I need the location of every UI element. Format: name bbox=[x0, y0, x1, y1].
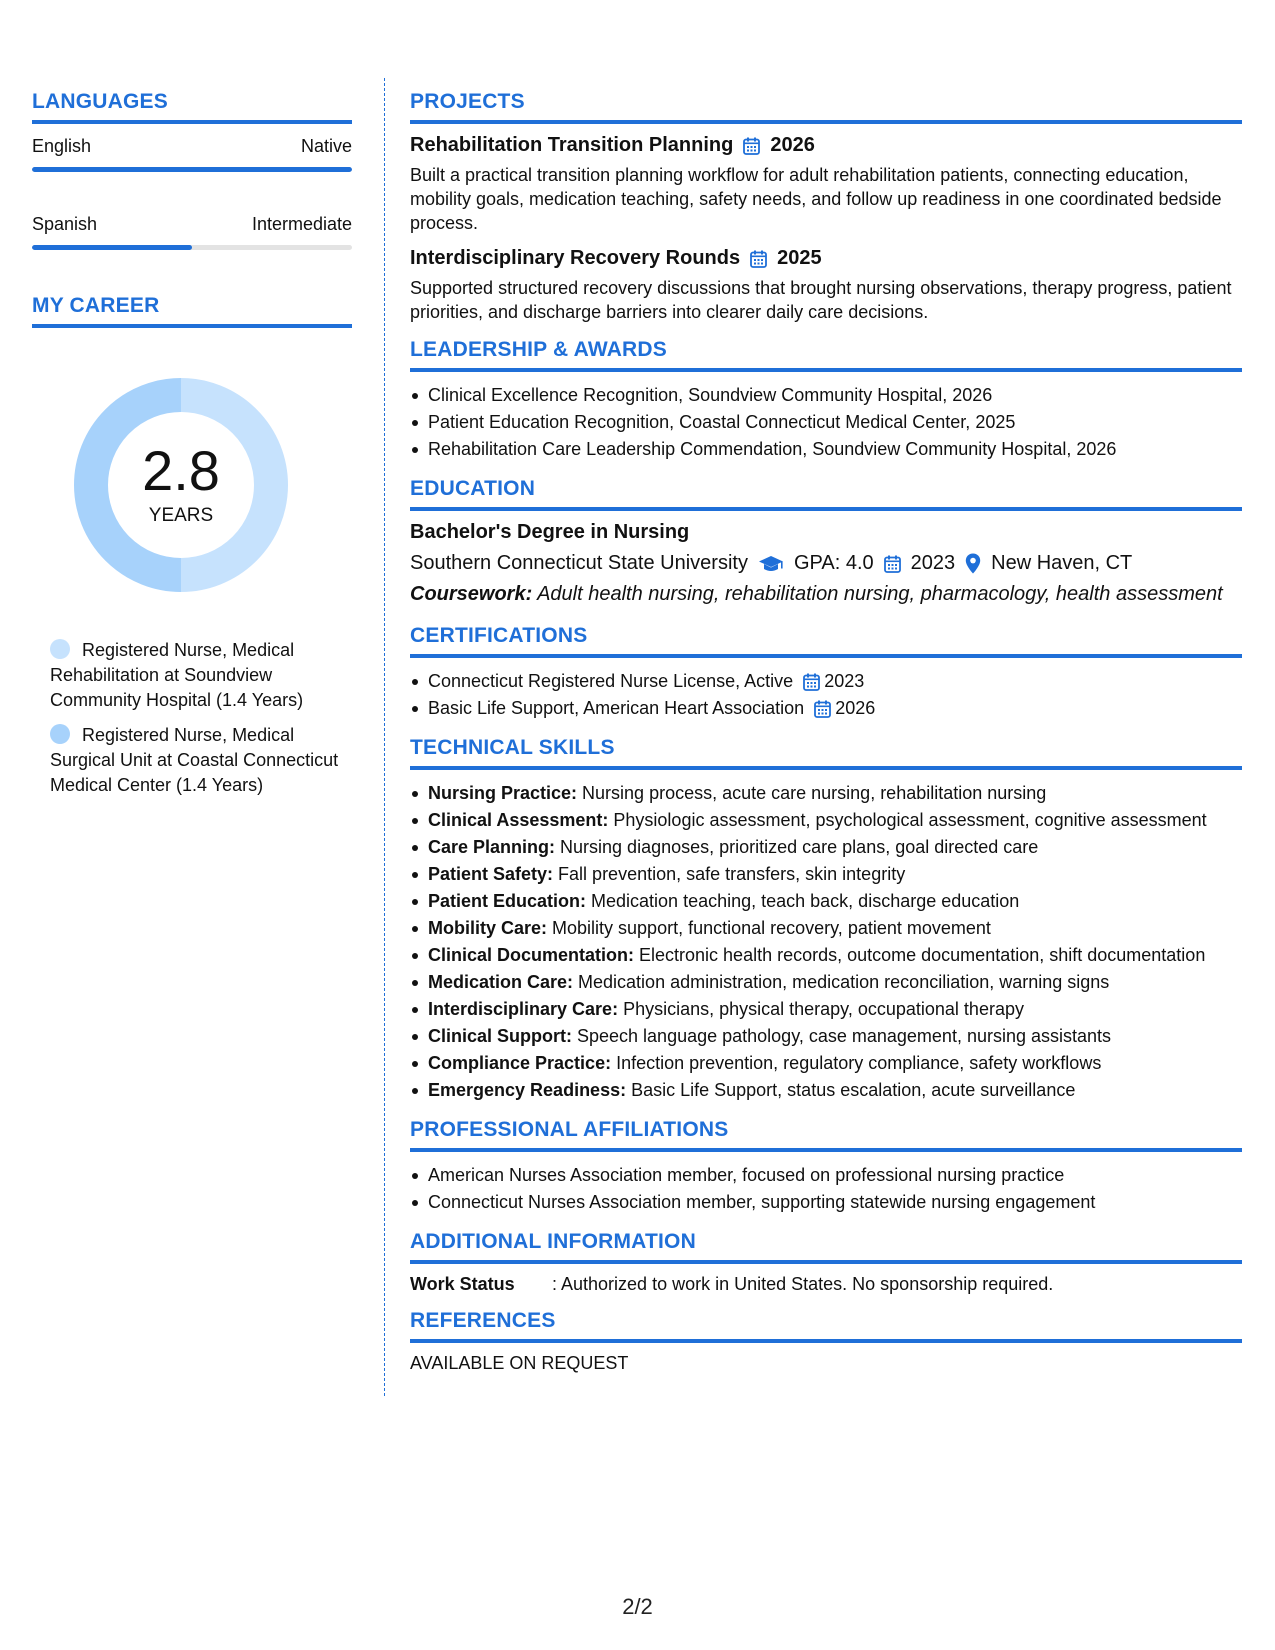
project-item bbox=[410, 134, 1242, 235]
language-proficiency-fill bbox=[32, 167, 352, 172]
education-degree: Bachelor's Degree in Nursing bbox=[410, 521, 690, 543]
list-item: American Nurses Association member, focused on professional nursing practice bbox=[410, 1162, 1242, 1189]
certification-item bbox=[410, 668, 1242, 695]
career-legend bbox=[32, 638, 352, 798]
references-text: AVAILABLE ON REQUEST bbox=[410, 1353, 629, 1373]
affiliations-section bbox=[410, 1118, 1242, 1216]
skill-item bbox=[410, 1023, 1242, 1050]
additional-info-section bbox=[410, 1230, 1242, 1295]
calendar-icon bbox=[750, 250, 767, 268]
location-pin-icon bbox=[965, 553, 981, 574]
skill-item bbox=[410, 1050, 1242, 1077]
legend-label: Registered Nurse, Medical Rehabilitation at Soundview Community Hospital (1.4 Years) bbox=[50, 640, 304, 710]
skill-category: Clinical Support: bbox=[428, 1026, 572, 1046]
certification-year: 2023 bbox=[824, 671, 865, 691]
language-proficiency-fill bbox=[32, 245, 192, 250]
career-legend-item bbox=[50, 638, 340, 713]
skill-values: Medication teaching, teach back, discharge education bbox=[586, 891, 1020, 911]
language-name: Spanish bbox=[32, 214, 98, 234]
education-gpa: GPA: 4.0 bbox=[793, 552, 874, 574]
list-item: Rehabilitation Care Leadership Commendation, Soundview Community Hospital, 2026 bbox=[410, 436, 1242, 463]
certification-year: 2026 bbox=[835, 698, 876, 718]
project-year: 2025 bbox=[777, 247, 822, 269]
graduation-cap-icon bbox=[758, 555, 784, 573]
skills-section bbox=[410, 736, 1242, 1104]
certification-name: Connecticut Registered Nurse License, Active bbox=[428, 671, 794, 691]
career-legend-item bbox=[50, 723, 340, 798]
skill-values: Speech language pathology, case management, nursing assistants bbox=[572, 1026, 1112, 1046]
languages-title: LANGUAGES bbox=[32, 90, 352, 124]
language-proficiency-bar bbox=[32, 167, 352, 172]
skill-category: Compliance Practice: bbox=[428, 1053, 612, 1073]
skill-values: Medication administration, medication reconciliation, warning signs bbox=[573, 972, 1110, 992]
certifications-title: CERTIFICATIONS bbox=[410, 624, 1242, 658]
career-donut-chart bbox=[66, 370, 296, 600]
skill-item bbox=[410, 942, 1242, 969]
right-column bbox=[410, 90, 1242, 1388]
skill-item bbox=[410, 969, 1242, 996]
skill-item bbox=[410, 915, 1242, 942]
skills-title: TECHNICAL SKILLS bbox=[410, 736, 1242, 770]
calendar-icon bbox=[814, 700, 831, 718]
skill-item bbox=[410, 834, 1242, 861]
language-level: Native bbox=[300, 136, 352, 156]
skill-item bbox=[410, 780, 1242, 807]
career-section bbox=[32, 294, 352, 798]
career-title: MY CAREER bbox=[32, 294, 352, 328]
left-column bbox=[32, 90, 352, 808]
certifications-section bbox=[410, 624, 1242, 722]
project-description: Built a practical transition planning workflow for adult rehabilitation patients, connecting education, mobility goals, medication teaching, safety needs, and follow up readiness in one coordinated bedside process. bbox=[410, 165, 1222, 233]
page-number: 2/2 bbox=[622, 1594, 653, 1619]
language-name: English bbox=[32, 136, 92, 156]
skill-values: Electronic health records, outcome documentation, shift documentation bbox=[634, 945, 1206, 965]
skill-category: Clinical Documentation: bbox=[428, 945, 635, 965]
skill-values: Physiologic assessment, psychological assessment, cognitive assessment bbox=[608, 810, 1207, 830]
certification-item bbox=[410, 695, 1242, 722]
education-title: EDUCATION bbox=[410, 477, 1242, 511]
language-item-english bbox=[32, 136, 352, 172]
affiliations-title: PROFESSIONAL AFFILIATIONS bbox=[410, 1118, 1242, 1152]
skill-values: Nursing diagnoses, prioritized care plans, goal directed care bbox=[555, 837, 1039, 857]
education-coursework bbox=[410, 583, 1242, 606]
career-total-value: 2.8 bbox=[142, 439, 220, 502]
skill-category: Emergency Readiness: bbox=[428, 1080, 627, 1100]
skill-values: Infection prevention, regulatory compliance, safety workflows bbox=[611, 1053, 1102, 1073]
language-level: Intermediate bbox=[251, 214, 352, 234]
skill-values: Basic Life Support, status escalation, acute surveillance bbox=[626, 1080, 1076, 1100]
career-total-unit: YEARS bbox=[148, 505, 214, 526]
skill-category: Clinical Assessment: bbox=[428, 810, 609, 830]
language-item-spanish bbox=[32, 214, 352, 250]
education-school: Southern Connecticut State University bbox=[410, 552, 748, 574]
calendar-icon bbox=[803, 673, 820, 691]
skill-item bbox=[410, 807, 1242, 834]
leadership-section bbox=[410, 338, 1242, 463]
legend-dot-icon bbox=[50, 724, 70, 744]
list-item: Connecticut Nurses Association member, supporting statewide nursing engagement bbox=[410, 1189, 1242, 1216]
references-title: REFERENCES bbox=[410, 1309, 1242, 1343]
skill-category: Nursing Practice: bbox=[428, 783, 578, 803]
language-proficiency-bar bbox=[32, 245, 352, 250]
skill-category: Patient Safety: bbox=[428, 864, 554, 884]
coursework-text: Adult health nursing, rehabilitation nursing, pharmacology, health assessment bbox=[532, 583, 1223, 605]
skill-values: Physicians, physical therapy, occupational therapy bbox=[618, 999, 1024, 1019]
skill-category: Medication Care: bbox=[428, 972, 574, 992]
certification-name: Basic Life Support, American Heart Association bbox=[428, 698, 805, 718]
project-name: Rehabilitation Transition Planning bbox=[410, 134, 734, 156]
list-item: Clinical Excellence Recognition, Soundview Community Hospital, 2026 bbox=[410, 382, 1242, 409]
skill-category: Care Planning: bbox=[428, 837, 556, 857]
skill-item bbox=[410, 996, 1242, 1023]
languages-section bbox=[32, 90, 352, 250]
coursework-label: Coursework: bbox=[410, 583, 533, 605]
skill-item bbox=[410, 1077, 1242, 1104]
column-divider bbox=[384, 78, 385, 1396]
education-year: 2023 bbox=[910, 552, 956, 574]
leadership-title: LEADERSHIP & AWARDS bbox=[410, 338, 1242, 372]
legend-label: Registered Nurse, Medical Surgical Unit at Coastal Connecticut Medical Center (1.4 Years) bbox=[50, 725, 339, 795]
calendar-icon bbox=[884, 555, 901, 573]
info-key: Work Status bbox=[410, 1274, 515, 1294]
additional-info-title: ADDITIONAL INFORMATION bbox=[410, 1230, 1242, 1264]
references-section bbox=[410, 1309, 1242, 1374]
education-section bbox=[410, 477, 1242, 606]
legend-dot-icon bbox=[50, 639, 70, 659]
project-name: Interdisciplinary Recovery Rounds bbox=[410, 247, 741, 269]
skill-category: Mobility Care: bbox=[428, 918, 548, 938]
projects-title: PROJECTS bbox=[410, 90, 1242, 124]
skill-values: Mobility support, functional recovery, patient movement bbox=[547, 918, 991, 938]
skill-category: Patient Education: bbox=[428, 891, 587, 911]
skill-item bbox=[410, 861, 1242, 888]
list-item: Patient Education Recognition, Coastal Connecticut Medical Center, 2025 bbox=[410, 409, 1242, 436]
project-description: Supported structured recovery discussions that brought nursing observations, therapy progress, patient priorities, and discharge barriers into clearer daily care decisions. bbox=[410, 278, 1232, 322]
projects-section bbox=[410, 90, 1242, 324]
skill-item bbox=[410, 888, 1242, 915]
skill-values: Nursing process, acute care nursing, rehabilitation nursing bbox=[577, 783, 1047, 803]
project-year: 2026 bbox=[770, 134, 815, 156]
calendar-icon bbox=[743, 137, 760, 155]
info-value: : Authorized to work in United States. No sponsorship required. bbox=[552, 1274, 1054, 1294]
skill-values: Fall prevention, safe transfers, skin integrity bbox=[553, 864, 906, 884]
project-item bbox=[410, 247, 1242, 324]
skill-category: Interdisciplinary Care: bbox=[428, 999, 619, 1019]
education-location: New Haven, CT bbox=[991, 552, 1133, 574]
